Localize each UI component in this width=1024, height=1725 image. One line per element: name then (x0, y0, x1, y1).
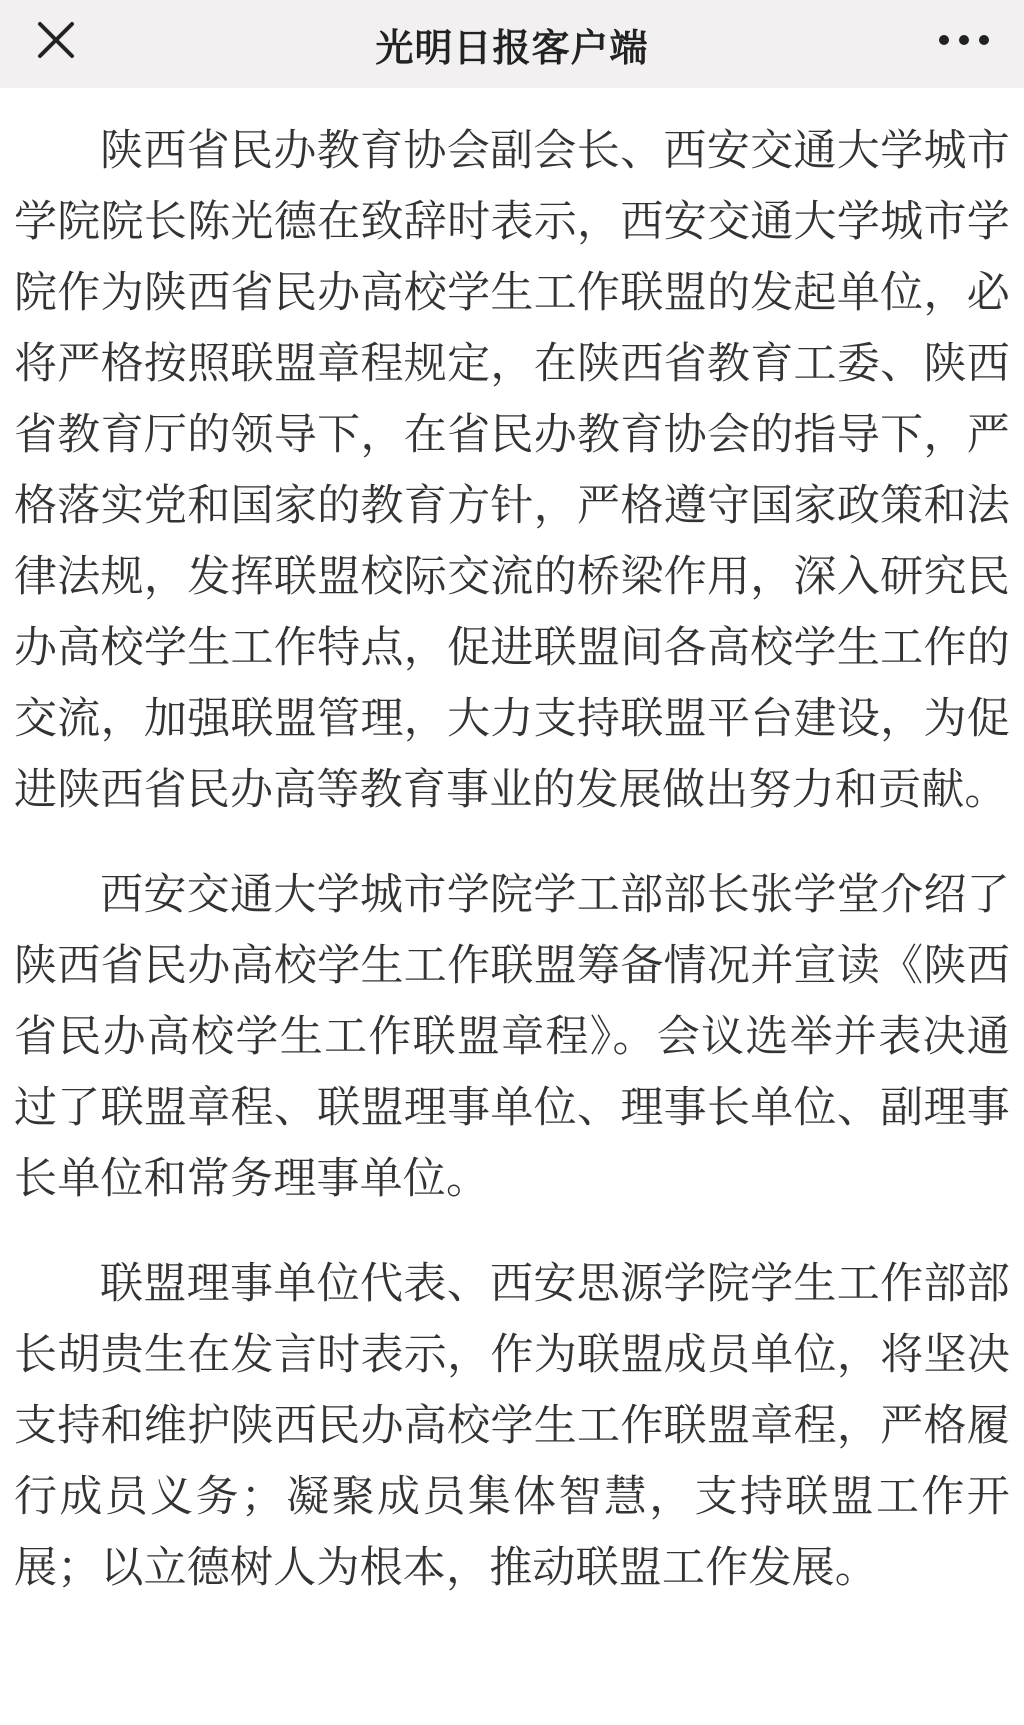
page-title: 光明日报客户端 (375, 25, 649, 70)
close-button[interactable] (30, 14, 82, 66)
more-options-button[interactable] (932, 14, 996, 66)
more-horizontal-icon (936, 32, 992, 48)
article-paragraph: 陕西省民办教育协会副会长、西安交通大学城市学院院长陈光德在致辞时表示，西安交通大学城市学院作为陕西省民办高校学生工作联盟的发起单位，必将严格按照联盟章程规定，在陕西省教育工委、陕西省教育厅的领导下，在省民办教育协会的指导下，严格落实党和国家的教育方针，严格遵守国家政策和法律法规，发挥联盟校际交流的桥梁作用，深入研究民办高校学生工作特点，促进联盟间各高校学生工作的交流，加强联盟管理，大力支持联盟平台建设，为促进陕西省民办高等教育事业的发展做出努力和贡献。 (14, 126, 1010, 815)
article-body (0, 88, 1024, 1604)
article-paragraph: 联盟理事单位代表、西安思源学院学生工作部部长胡贵生在发言时表示，作为联盟成员单位，将坚决支持和维护陕西民办高校学生工作联盟章程，严格履行成员义务；凝聚成员集体智慧，支持联盟工作开展；以立德树人为根本，推动联盟工作发展。 (14, 1259, 1010, 1593)
top-navigation-bar (0, 0, 1024, 88)
close-icon (36, 20, 76, 60)
article-paragraph: 西安交通大学城市学院学工部部长张学堂介绍了陕西省民办高校学生工作联盟筹备情况并宣读《陕西省民办高校学生工作联盟章程》。会议选举并表决通过了联盟章程、联盟理事单位、理事长单位、副理事长单位和常务理事单位。 (14, 870, 1010, 1204)
